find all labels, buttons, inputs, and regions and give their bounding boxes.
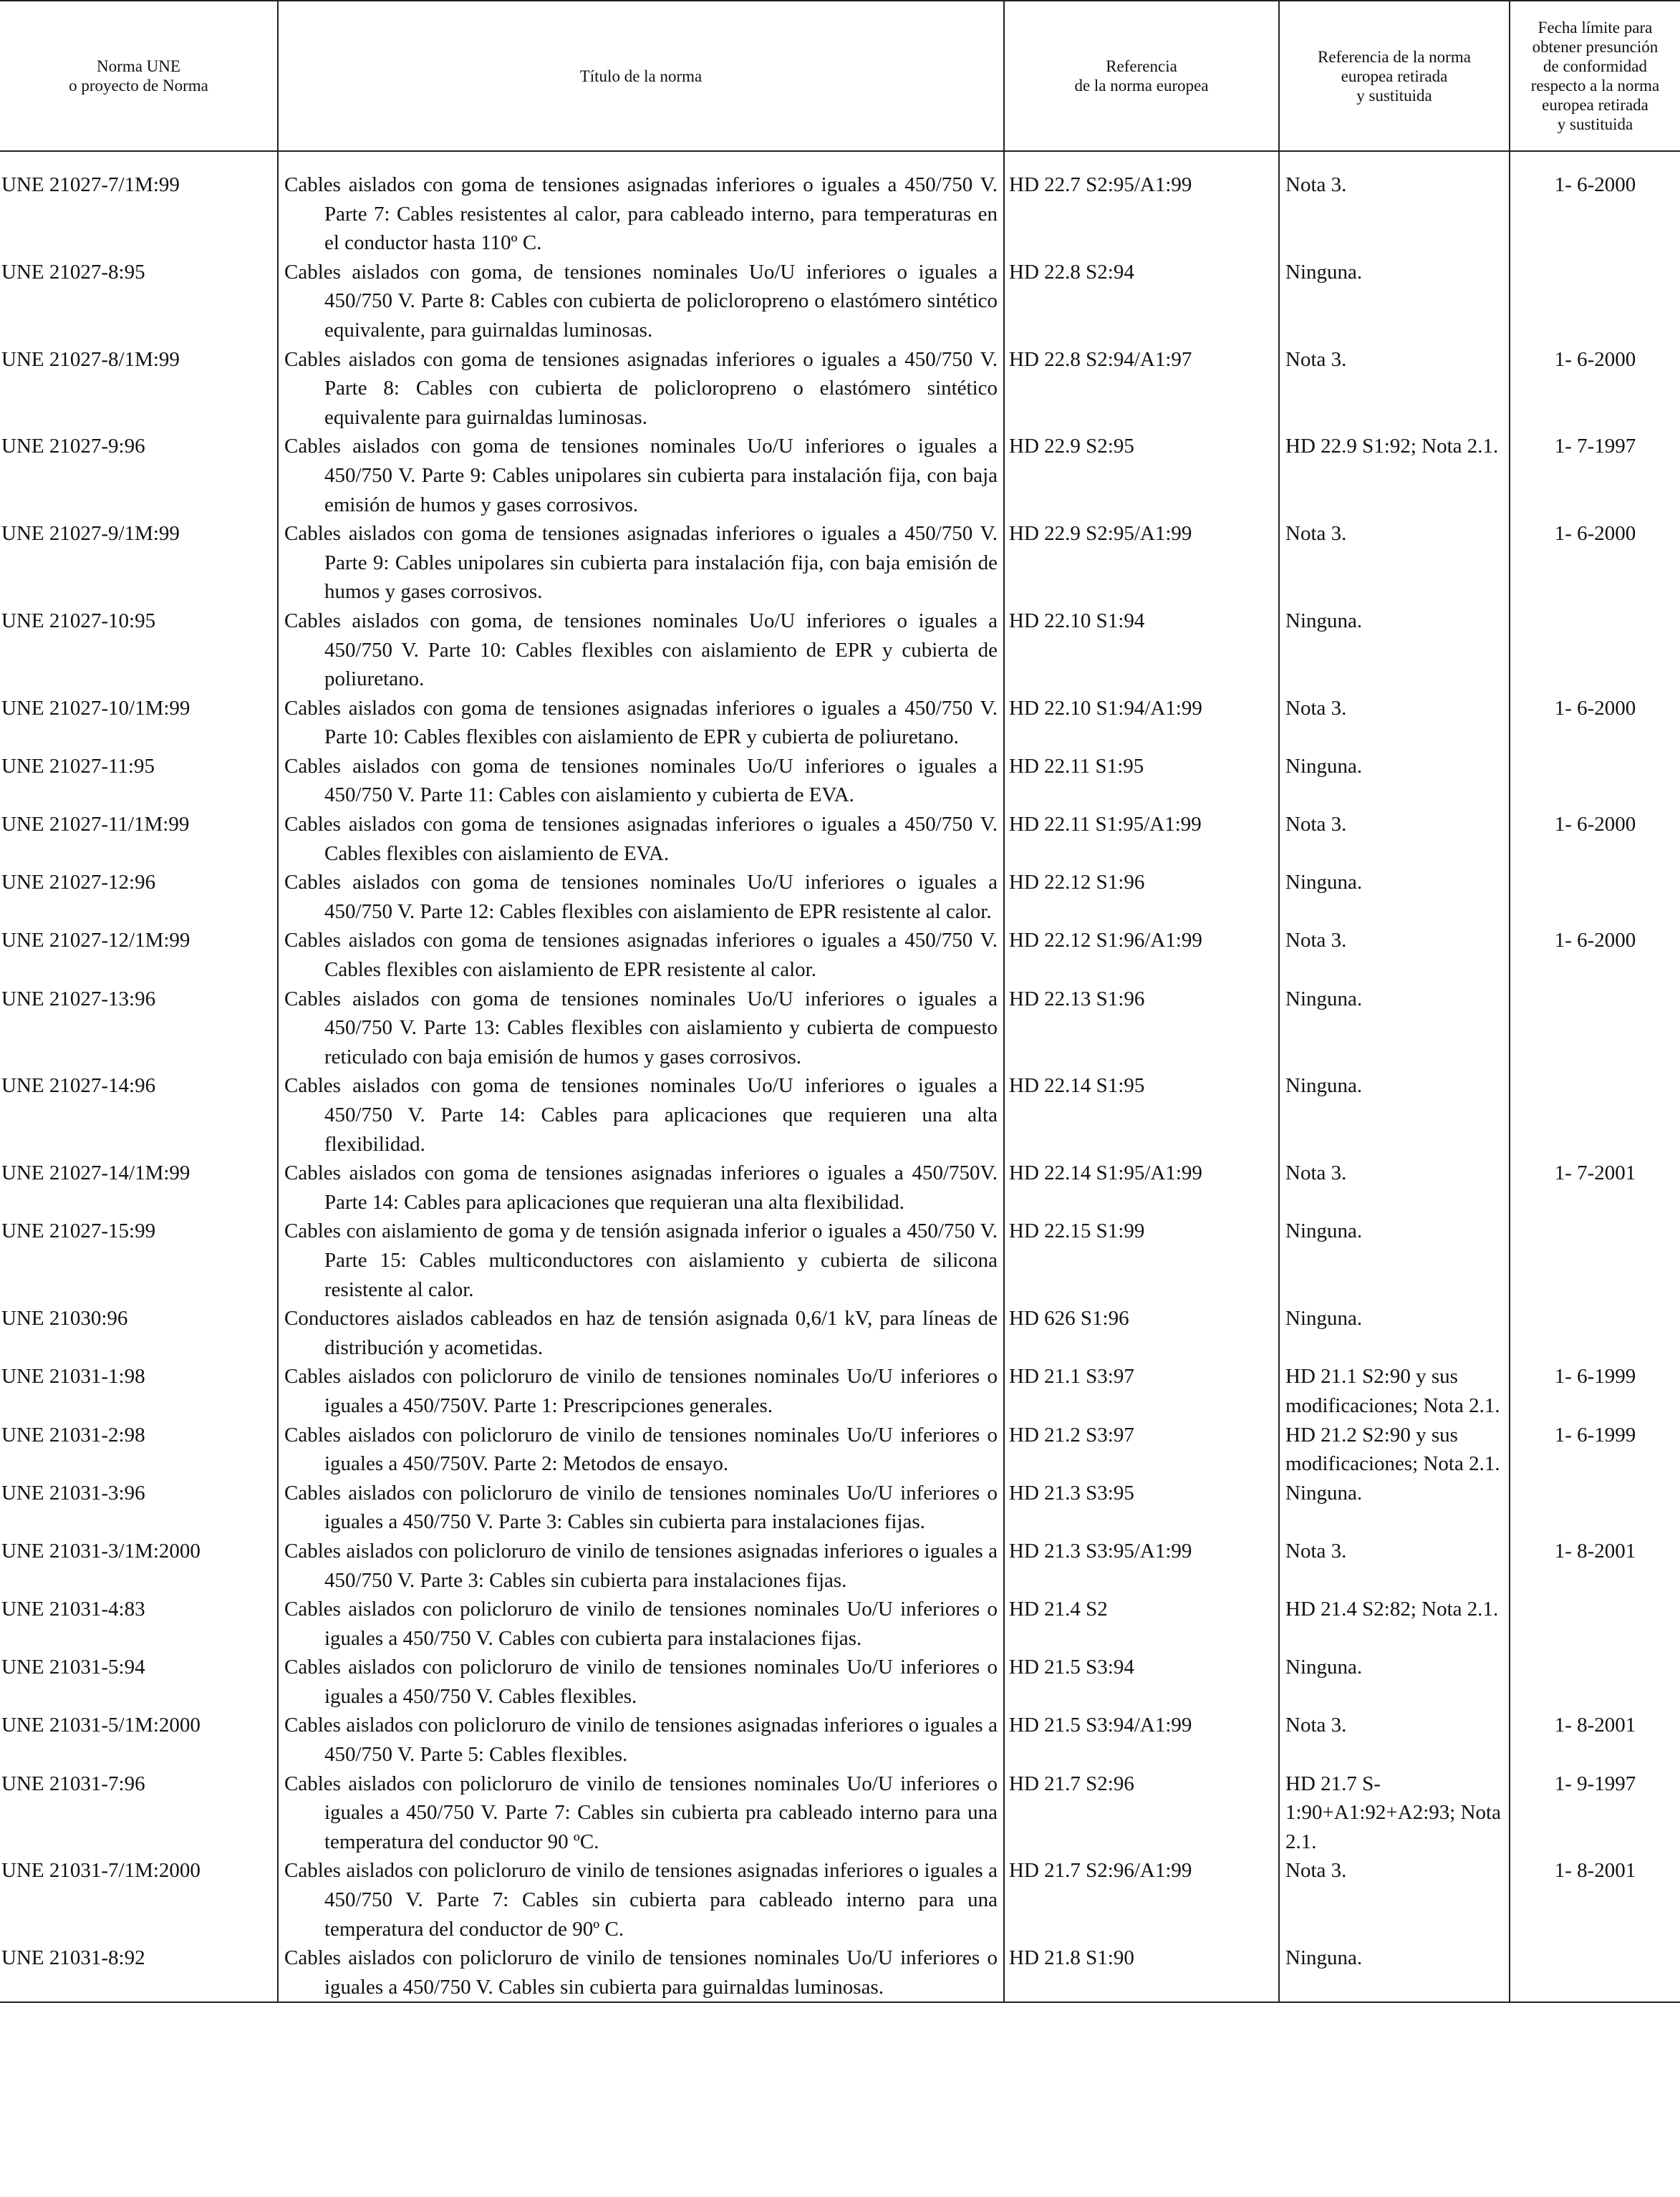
titulo-cell [278,985,1004,1072]
retirada-cell-text: HD 21.4 S2:82; Nota 2.1. [1285,1598,1499,1621]
titulo-cell [278,1217,1004,1304]
titulo-cell [278,1537,1004,1595]
titulo-cell-text: Cables aislados con goma de tensiones nominales Uo/U inferiores o iguales a 450/750 V. Parte 9: Cables unipolares sin cubierta para instalación fija, con baja emisión de humos y gases corrosivos. [284,435,998,516]
fecha-cell [1510,752,1680,810]
retirada-cell-text: Ninguna. [1285,754,1363,778]
header-referencia [1004,1,1279,151]
table-row [0,1711,1680,1769]
table-header [0,1,1680,151]
referencia-cell [1004,1769,1279,1857]
titulo-cell-text: Cables con aislamiento de goma y de tensión asignada inferior o iguales a 450/750 V. Parte 15: Cables multiconductores con aislamiento y cubierta de silicona resistente al calor. [284,1220,998,1301]
referencia-cell-text: HD 21.3 S3:95 [1009,1481,1134,1505]
norma-cell-text: UNE 21030:96 [1,1307,128,1331]
table-row [0,1944,1680,2002]
norma-cell-text: UNE 21031-3/1M:2000 [1,1539,201,1563]
titulo-cell [278,432,1004,519]
referencia-cell [1004,926,1279,984]
norma-cell [0,1071,278,1159]
titulo-cell-text: Cables aislados con goma de tensiones asignadas inferiores o iguales a 450/750 V. Parte 8: Cables con cubierta de policloropreno o elastómero sintético equivalente para guirnaldas luminosas. [284,347,998,429]
fecha-cell [1510,1711,1680,1769]
norma-cell-text: UNE 21027-12:96 [1,871,156,894]
norma-cell-text: UNE 21031-3:96 [1,1481,145,1505]
retirada-cell-text: Nota 3. [1285,929,1347,952]
titulo-cell-text: Cables aislados con policloruro de vinilo de tensiones nominales Uo/U inferiores o iguales a 450/750V. Parte 1: Prescripciones generales. [284,1365,998,1417]
titulo-cell-text: Cables aislados con policloruro de vinilo de tensiones asignadas inferiores o iguales a 450/750 V. Parte 3: Cables sin cubierta para instalaciones fijas. [284,1539,998,1592]
retirada-cell-text: Ninguna. [1285,1307,1363,1331]
retirada-cell [1279,1421,1510,1479]
retirada-cell [1279,1479,1510,1537]
fecha-cell [1510,1653,1680,1711]
fecha-cell [1510,1421,1680,1479]
fecha-cell [1510,151,1680,258]
table-row [0,1595,1680,1653]
header-fecha [1510,1,1680,151]
titulo-cell [278,1856,1004,1944]
norma-cell [0,1944,278,2002]
table-row [0,1653,1680,1711]
retirada-cell-text: Ninguna. [1285,1220,1363,1243]
table-row [0,1479,1680,1537]
fecha-cell [1510,926,1680,984]
referencia-cell-text: HD 22.9 S2:95 [1009,435,1134,458]
fecha-cell-text: 1- 6-2000 [1554,813,1636,836]
fecha-cell-text: 1- 6-2000 [1554,173,1636,196]
norma-cell [0,1217,278,1304]
table-body [0,151,1680,2002]
fecha-cell [1510,432,1680,519]
referencia-cell [1004,1537,1279,1595]
table-row [0,519,1680,607]
titulo-cell [278,519,1004,607]
norma-cell-text: UNE 21031-7/1M:2000 [1,1859,201,1883]
table-row [0,985,1680,1072]
referencia-cell [1004,1421,1279,1479]
referencia-cell [1004,1217,1279,1304]
norma-cell-text: UNE 21027-15:99 [1,1220,156,1243]
retirada-cell-text: Nota 3. [1285,813,1347,836]
referencia-cell [1004,1362,1279,1420]
titulo-cell [278,1362,1004,1420]
titulo-cell-text: Cables aislados con policloruro de vinilo de tensiones asignadas inferiores o iguales a 450/750 V. Parte 7: Cables sin cubierta para cableado interno para una temperatura del conductor de 90º C. [284,1859,998,1941]
retirada-cell-text: Nota 3. [1285,1859,1347,1883]
titulo-cell [278,1595,1004,1653]
retirada-cell [1279,1769,1510,1857]
header-row [0,1,1680,151]
fecha-cell [1510,810,1680,868]
retirada-cell [1279,519,1510,607]
header-titulo-text: Título de la norma [579,67,703,85]
norma-cell-text: UNE 21031-2:98 [1,1423,145,1447]
norma-cell [0,519,278,607]
fecha-cell-text: 1- 6-2000 [1554,929,1636,952]
header-norma [0,1,278,151]
titulo-cell-text: Cables aislados con goma de tensiones asignadas inferiores o iguales a 450/750V. Parte 14: Cables para aplicaciones que requieran una alta flexibilidad. [284,1162,998,1214]
referencia-cell-text: HD 22.12 S1:96/A1:99 [1009,929,1202,952]
fecha-cell [1510,985,1680,1072]
table-row [0,868,1680,926]
norma-cell [0,607,278,694]
retirada-cell [1279,926,1510,984]
titulo-cell [278,607,1004,694]
norma-cell [0,1479,278,1537]
retirada-cell [1279,345,1510,433]
retirada-cell [1279,752,1510,810]
norma-cell-text: UNE 21027-9/1M:99 [1,522,180,546]
retirada-cell [1279,1362,1510,1420]
retirada-cell-text: Ninguna. [1285,1074,1363,1098]
referencia-cell [1004,607,1279,694]
referencia-cell-text: HD 22.10 S1:94 [1009,609,1145,632]
retirada-cell [1279,1856,1510,1944]
titulo-cell [278,926,1004,984]
referencia-cell-text: HD 22.15 S1:99 [1009,1220,1145,1243]
norma-cell-text: UNE 21027-7/1M:99 [1,173,180,196]
referencia-cell-text: HD 21.7 S2:96 [1009,1772,1134,1795]
table-row [0,1421,1680,1479]
table-row [0,151,1680,258]
fecha-cell [1510,1537,1680,1595]
titulo-cell [278,694,1004,752]
norma-cell [0,985,278,1072]
table-row [0,607,1680,694]
norma-cell [0,1769,278,1857]
fecha-cell-text: 1- 6-2000 [1554,522,1636,546]
titulo-cell [278,1479,1004,1537]
referencia-cell [1004,432,1279,519]
referencia-cell [1004,810,1279,868]
retirada-cell-text: HD 21.7 S-1:90+A1:92+A2:93; Nota 2.1. [1285,1772,1501,1853]
norma-cell [0,1421,278,1479]
norma-cell [0,694,278,752]
table-row [0,926,1680,984]
table-row [0,752,1680,810]
titulo-cell [278,1159,1004,1217]
titulo-cell-text: Cables aislados con goma de tensiones nominales Uo/U inferiores o iguales a 450/750 V. Parte 14: Cables para aplicaciones que requieren una alta flexibilidad. [284,1074,998,1156]
fecha-cell-text: 1- 8-2001 [1554,1714,1636,1737]
fecha-cell [1510,1595,1680,1653]
norma-cell-text: UNE 21031-1:98 [1,1365,145,1389]
titulo-cell [278,1711,1004,1769]
titulo-cell-text: Cables aislados con policloruro de vinilo de tensiones nominales Uo/U inferiores o iguales a 450/750 V. Cables con cubierta para instalaciones fijas. [284,1598,998,1650]
referencia-cell-text: HD 22.8 S2:94/A1:97 [1009,347,1192,371]
retirada-cell [1279,1071,1510,1159]
norma-cell-text: UNE 21031-5:94 [1,1656,145,1679]
referencia-cell-text: HD 21.1 S3:97 [1009,1365,1134,1389]
referencia-cell [1004,1595,1279,1653]
norma-cell-text: UNE 21027-11:95 [1,754,155,778]
norma-cell [0,1711,278,1769]
fecha-cell [1510,694,1680,752]
fecha-cell-text: 1- 6-2000 [1554,347,1636,371]
titulo-cell-text: Cables aislados con goma de tensiones nominales Uo/U inferiores o iguales a 450/750 V. Parte 12: Cables flexibles con aislamiento de EPR resistente al calor. [284,871,998,923]
fecha-cell-text: 1- 9-1997 [1554,1772,1636,1795]
titulo-cell [278,151,1004,258]
retirada-cell [1279,1944,1510,2002]
norma-cell-text: UNE 21031-8:92 [1,1946,145,1970]
table-row [0,345,1680,433]
table-row [0,1769,1680,1857]
retirada-cell-text: Ninguna. [1285,1481,1363,1505]
norma-cell [0,1653,278,1711]
referencia-cell-text: HD 21.2 S3:97 [1009,1423,1134,1447]
fecha-cell [1510,868,1680,926]
titulo-cell [278,1421,1004,1479]
norma-cell-text: UNE 21027-11/1M:99 [1,813,190,836]
referencia-cell [1004,151,1279,258]
fecha-cell [1510,519,1680,607]
retirada-cell [1279,810,1510,868]
fecha-cell [1510,345,1680,433]
header-retirada [1279,1,1510,151]
referencia-cell-text: HD 22.11 S1:95 [1009,754,1144,778]
titulo-cell [278,1304,1004,1362]
norma-cell-text: UNE 21027-14:96 [1,1074,156,1098]
fecha-cell [1510,1304,1680,1362]
table-row [0,1071,1680,1159]
retirada-cell-text: Nota 3. [1285,1162,1347,1185]
referencia-cell [1004,868,1279,926]
norma-cell [0,432,278,519]
referencia-cell [1004,1159,1279,1217]
fecha-cell [1510,1944,1680,2002]
retirada-cell-text: Ninguna. [1285,609,1363,632]
fecha-cell [1510,1856,1680,1944]
norma-cell [0,258,278,345]
retirada-cell [1279,607,1510,694]
titulo-cell [278,345,1004,433]
titulo-cell [278,1944,1004,2002]
retirada-cell [1279,1304,1510,1362]
retirada-cell-text: Nota 3. [1285,1539,1347,1563]
norma-cell [0,345,278,433]
retirada-cell-text: Ninguna. [1285,1656,1363,1679]
referencia-cell-text: HD 22.13 S1:96 [1009,987,1145,1010]
titulo-cell [278,1071,1004,1159]
table-row [0,1537,1680,1595]
table-row [0,1856,1680,1944]
norma-cell [0,1362,278,1420]
norma-cell-text: UNE 21027-8/1M:99 [1,347,180,371]
referencia-cell-text: HD 21.7 S2:96/A1:99 [1009,1859,1192,1883]
titulo-cell-text: Cables aislados con goma, de tensiones nominales Uo/U inferiores o iguales a 450/750 V. Parte 8: Cables con cubierta de policloropreno o elastómero sintético equivalente, para guirnaldas luminosas. [284,260,998,342]
titulo-cell [278,258,1004,345]
retirada-cell-text: Ninguna. [1285,987,1363,1010]
retirada-cell [1279,1537,1510,1595]
norma-cell-text: UNE 21027-10:95 [1,609,156,632]
norma-cell-text: UNE 21027-14/1M:99 [1,1162,190,1185]
titulo-cell [278,1769,1004,1857]
retirada-cell [1279,151,1510,258]
retirada-cell-text: Ninguna. [1285,1946,1363,1970]
titulo-cell-text: Conductores aislados cableados en haz de tensión asignada 0,6/1 kV, para líneas de distribución y acometidas. [284,1307,998,1359]
table-row [0,1217,1680,1304]
referencia-cell [1004,985,1279,1072]
table-row [0,1362,1680,1420]
titulo-cell-text: Cables aislados con goma de tensiones asignadas inferiores o iguales a 450/750 V. Cables flexibles con aislamiento de EPR resistente al calor. [284,929,998,982]
norma-cell [0,810,278,868]
retirada-cell-text: Nota 3. [1285,522,1347,546]
titulo-cell-text: Cables aislados con goma, de tensiones nominales Uo/U inferiores o iguales a 450/750 V. Parte 10: Cables flexibles con aislamiento de EPR y cubierta de poliuretano. [284,609,998,691]
fecha-cell-text: 1- 8-2001 [1554,1859,1636,1883]
table-row [0,810,1680,868]
retirada-cell [1279,985,1510,1072]
retirada-cell-text: Ninguna. [1285,260,1363,284]
referencia-cell-text: HD 21.4 S2 [1009,1598,1108,1621]
referencia-cell-text: HD 21.8 S1:90 [1009,1946,1134,1970]
titulo-cell-text: Cables aislados con policloruro de vinilo de tensiones nominales Uo/U inferiores o iguales a 450/750 V. Parte 7: Cables sin cubierta pra cableado interno para una temperatura del conductor 90 ºC. [284,1772,998,1853]
norma-cell-text: UNE 21027-9:96 [1,435,145,458]
referencia-cell-text: HD 22.9 S2:95/A1:99 [1009,522,1192,546]
norma-cell [0,926,278,984]
norma-cell-text: UNE 21027-13:96 [1,987,156,1010]
titulo-cell-text: Cables aislados con policloruro de vinilo de tensiones nominales Uo/U inferiores o iguales a 450/750V. Parte 2: Metodos de ensayo. [284,1423,998,1476]
titulo-cell-text: Cables aislados con policloruro de vinilo de tensiones asignadas inferiores o iguales a 450/750 V. Parte 5: Cables flexibles. [284,1714,998,1767]
table-row [0,694,1680,752]
norma-cell [0,151,278,258]
titulo-cell-text: Cables aislados con policloruro de vinilo de tensiones nominales Uo/U inferiores o iguales a 450/750 V. Cables sin cubierta para guirnaldas luminosas. [284,1946,998,1999]
retirada-cell-text: Ninguna. [1285,871,1363,894]
titulo-cell-text: Cables aislados con goma de tensiones nominales Uo/U inferiores o iguales a 450/750 V. Parte 13: Cables flexibles con aislamiento y cubierta de compuesto reticulado con baja emisión de humos y gases corrosivos. [284,987,998,1068]
referencia-cell-text: HD 626 S1:96 [1009,1307,1129,1331]
table-row [0,432,1680,519]
retirada-cell-text: HD 21.1 S2:90 y sus modificaciones; Nota 2.1. [1285,1365,1500,1417]
referencia-cell-text: HD 22.10 S1:94/A1:99 [1009,696,1202,720]
retirada-cell-text: Nota 3. [1285,347,1347,371]
retirada-cell [1279,1711,1510,1769]
titulo-cell-text: Cables aislados con goma de tensiones nominales Uo/U inferiores o iguales a 450/750 V. Parte 11: Cables con aislamiento y cubierta de EVA. [284,754,998,807]
norma-cell-text: UNE 21027-10/1M:99 [1,696,190,720]
referencia-cell [1004,519,1279,607]
titulo-cell-text: Cables aislados con goma de tensiones asignadas inferiores o iguales a 450/750 V. Cables flexibles con aislamiento de EVA. [284,813,998,865]
fecha-cell [1510,258,1680,345]
header-norma-text: Norma UNE o proyecto de Norma [69,57,208,95]
norma-cell [0,1595,278,1653]
fecha-cell-text: 1- 6-1999 [1554,1365,1636,1389]
norma-cell-text: UNE 21031-7:96 [1,1772,145,1795]
titulo-cell [278,868,1004,926]
titulo-cell-text: Cables aislados con policloruro de vinilo de tensiones nominales Uo/U inferiores o iguales a 450/750 V. Parte 3: Cables sin cubierta para instalaciones fijas. [284,1481,998,1534]
referencia-cell [1004,1071,1279,1159]
retirada-cell [1279,1653,1510,1711]
retirada-cell [1279,1217,1510,1304]
norma-cell-text: UNE 21031-4:83 [1,1598,145,1621]
norma-cell [0,1856,278,1944]
norma-cell [0,1304,278,1362]
fecha-cell-text: 1- 7-2001 [1554,1162,1636,1185]
referencia-cell [1004,1856,1279,1944]
fecha-cell [1510,1159,1680,1217]
retirada-cell-text: Nota 3. [1285,173,1347,196]
referencia-cell-text: HD 22.12 S1:96 [1009,871,1145,894]
referencia-cell [1004,1944,1279,2002]
referencia-cell-text: HD 22.14 S1:95 [1009,1074,1145,1098]
norma-cell-text: UNE 21031-5/1M:2000 [1,1714,201,1737]
table-row [0,258,1680,345]
fecha-cell [1510,1769,1680,1857]
table-row [0,1159,1680,1217]
retirada-cell [1279,1595,1510,1653]
header-referencia-text: Referencia de la norma europea [1074,57,1209,95]
titulo-cell-text: Cables aislados con goma de tensiones asignadas inferiores o iguales a 450/750 V. Parte 10: Cables flexibles con aislamiento de EPR y cubierta de poliuretano. [284,696,998,749]
norma-cell [0,752,278,810]
referencia-cell-text: HD 21.5 S3:94 [1009,1656,1134,1679]
fecha-cell-text: 1- 6-2000 [1554,696,1636,720]
referencia-cell [1004,258,1279,345]
referencia-cell-text: HD 22.11 S1:95/A1:99 [1009,813,1202,836]
referencia-cell [1004,1304,1279,1362]
retirada-cell-text: Nota 3. [1285,696,1347,720]
retirada-cell-text: Nota 3. [1285,1714,1347,1737]
fecha-cell [1510,1217,1680,1304]
titulo-cell-text: Cables aislados con goma de tensiones asignadas inferiores o iguales a 450/750 V. Parte 9: Cables unipolares sin cubierta para instalación fija, con baja emisión de humos y gases corrosivos. [284,522,998,604]
retirada-cell [1279,432,1510,519]
titulo-cell [278,810,1004,868]
fecha-cell [1510,607,1680,694]
referencia-cell-text: HD 22.14 S1:95/A1:99 [1009,1162,1202,1185]
fecha-cell-text: 1- 6-1999 [1554,1423,1636,1447]
fecha-cell-text: 1- 8-2001 [1554,1539,1636,1563]
titulo-cell [278,1653,1004,1711]
norma-cell [0,1159,278,1217]
norma-cell-text: UNE 21027-8:95 [1,260,145,284]
retirada-cell [1279,258,1510,345]
titulo-cell-text: Cables aislados con goma de tensiones asignadas inferiores o iguales a 450/750 V. Parte 7: Cables resistentes al calor, para cableado interno, para temperaturas en el conductor hasta 110º C. [284,173,998,255]
norma-cell-text: UNE 21027-12/1M:99 [1,929,190,952]
fecha-cell [1510,1362,1680,1420]
referencia-cell [1004,1653,1279,1711]
titulo-cell-text: Cables aislados con policloruro de vinilo de tensiones nominales Uo/U inferiores o iguales a 450/750 V. Cables flexibles. [284,1656,998,1708]
norma-cell [0,868,278,926]
retirada-cell-text: HD 22.9 S1:92; Nota 2.1. [1285,435,1499,458]
retirada-cell [1279,694,1510,752]
referencia-cell-text: HD 21.5 S3:94/A1:99 [1009,1714,1192,1737]
header-fecha-text: Fecha límite para obtener presunción de conformidad respecto a la norma europea retirada y sustituida [1530,19,1660,133]
referencia-cell-text: HD 22.7 S2:95/A1:99 [1009,173,1192,196]
retirada-cell [1279,1159,1510,1217]
table-row [0,1304,1680,1362]
norma-cell [0,1537,278,1595]
fecha-cell-text: 1- 7-1997 [1554,435,1636,458]
referencia-cell-text: HD 21.3 S3:95/A1:99 [1009,1539,1192,1563]
referencia-cell [1004,1711,1279,1769]
referencia-cell [1004,1479,1279,1537]
header-titulo [278,1,1004,151]
titulo-cell [278,752,1004,810]
fecha-cell [1510,1071,1680,1159]
header-retirada-text: Referencia de la norma europea retirada y sustituida [1318,47,1471,105]
referencia-cell [1004,345,1279,433]
referencia-cell [1004,694,1279,752]
fecha-cell [1510,1479,1680,1537]
referencia-cell [1004,752,1279,810]
retirada-cell-text: HD 21.2 S2:90 y sus modificaciones; Nota 2.1. [1285,1423,1500,1476]
retirada-cell [1279,868,1510,926]
referencia-cell-text: HD 22.8 S2:94 [1009,260,1134,284]
